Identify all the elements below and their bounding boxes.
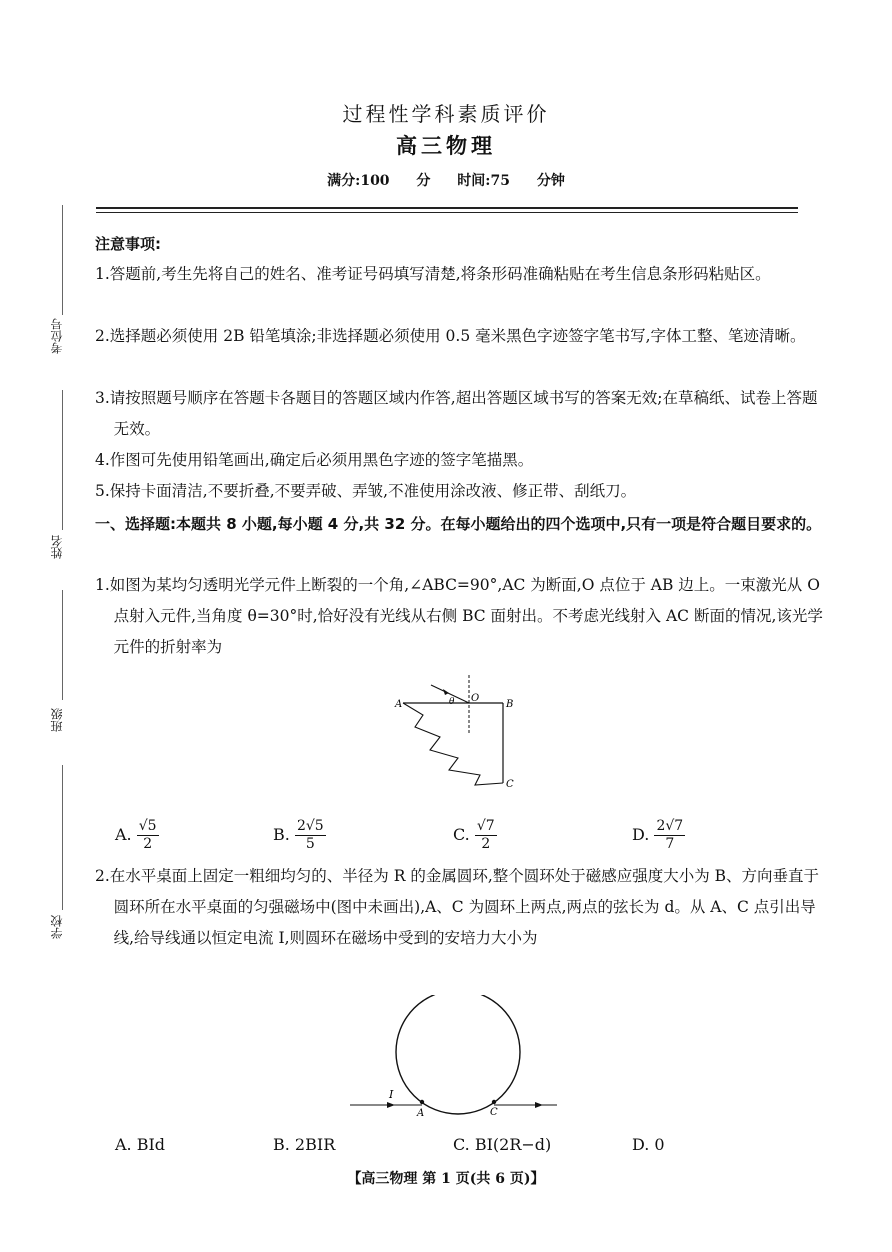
ray-arrow-icon [443, 689, 449, 695]
q1-prism-figure [385, 675, 525, 800]
option-fraction: $\frac{2√5}{5}$ [296, 818, 324, 852]
margin-line [62, 205, 63, 315]
current-arrow-left-icon [387, 1102, 395, 1108]
q2-option-b[interactable]: B. 2BIR [273, 1135, 336, 1154]
q1-option-b[interactable] [273, 818, 326, 853]
label-a: A [417, 1108, 425, 1119]
page-footer: 【高三物理 第 1 页(共 6 页)】 [347, 1171, 545, 1187]
section-heading: 一、选择题:本题共 8 小题,每小题 4 分,共 32 分。在每小题给出的四个选项中,只有一项是符合题目要求的。 [95, 515, 822, 533]
label-o: O [471, 693, 480, 704]
label-current: I [389, 1088, 394, 1101]
margin-line [62, 590, 63, 700]
header-rule-thin [96, 212, 798, 213]
label-c: C [490, 1107, 498, 1118]
option-fraction: $\frac{√5}{2}$ [138, 818, 157, 852]
notice-item: 4.作图可先使用铅笔画出,确定后必须用黑色字迹的签字笔描黑。 [95, 451, 534, 469]
q2-option-a[interactable]: A. BId [115, 1135, 166, 1154]
label-b: B [506, 699, 514, 710]
side-label-seat: 考位号 [50, 318, 64, 354]
q1-option-c[interactable] [453, 818, 497, 853]
exam-meta: 满分:100 分 时间:75 分钟 [327, 173, 565, 189]
point-a [420, 1100, 424, 1104]
option-fraction: $\frac{2√7}{7}$ [656, 818, 684, 852]
label-c: C [506, 779, 514, 790]
current-arrow-right-icon [535, 1102, 543, 1108]
q2-option-c[interactable]: C. BI(2R−d) [453, 1135, 552, 1154]
option-letter: D. [632, 825, 650, 844]
q1-option-a[interactable] [115, 818, 159, 853]
notice-item: 3.请按照题号顺序在答题卡各题目的答题区域内作答,超出答题区域书写的答案无效;在草稿纸、试卷上答题无效。 [95, 389, 818, 438]
option-letter: C. [453, 825, 470, 844]
label-theta: θ [449, 697, 455, 707]
side-label-class: 班级 [50, 708, 64, 732]
question-2-text: 2.在水平桌面上固定一粗细均匀的、半径为 R 的金属圆环,整个圆环处于磁感应强度大小为 B、方向垂直于圆环所在水平桌面的匀强磁场中(图中未画出),A、C 为圆环上两点,两点的弦长为 d。从 A、C 点引出导线,给导线通以恒定电流 I,则圆环在磁场中受到的安培力大小为 [95, 867, 820, 947]
metal-ring [396, 995, 520, 1114]
notice-item: 1.答题前,考生先将自己的姓名、准考证号码填写清楚,将条形码准确粘贴在考生信息条形码粘贴区。 [95, 265, 771, 283]
q1-option-d[interactable] [632, 818, 685, 853]
notice-heading: 注意事项: [95, 235, 161, 253]
side-label-school: 学校 [50, 915, 64, 939]
edge-ac-broken [403, 703, 503, 785]
exam-title: 高三物理 [396, 134, 496, 158]
option-letter: B. [273, 825, 290, 844]
side-label-name: 姓名 [50, 535, 64, 559]
notice-item: 5.保持卡面清洁,不要折叠,不要弄破、弄皱,不准使用涂改液、修正带、刮纸刀。 [95, 482, 637, 500]
question-1-text: 1.如图为某均匀透明光学元件上断裂的一个角,∠ABC=90°,AC 为断面,O 点位于 AB 边上。一束激光从 O 点射入元件,当角度 θ=30°时,恰好没有光线从右侧 BC 面射出。不考虑光线射入 AC 断面的情况,该光学元件的折射率为 [95, 576, 823, 656]
option-fraction: $\frac{√7}{2}$ [476, 818, 495, 852]
point-c [492, 1100, 496, 1104]
label-a: A [395, 699, 403, 710]
header-rule-thick [96, 207, 798, 209]
margin-line [62, 765, 63, 910]
notice-item: 2.选择题必须使用 2B 铅笔填涂;非选择题必须使用 0.5 毫米黑色字迹签字笔书写,字体工整、笔迹清晰。 [95, 327, 806, 345]
q2-ring-figure [345, 995, 565, 1120]
margin-line [62, 390, 63, 530]
option-letter: A. [115, 825, 132, 844]
exam-subtitle: 过程性学科素质评价 [342, 102, 550, 126]
q2-option-d[interactable]: D. 0 [632, 1135, 665, 1154]
